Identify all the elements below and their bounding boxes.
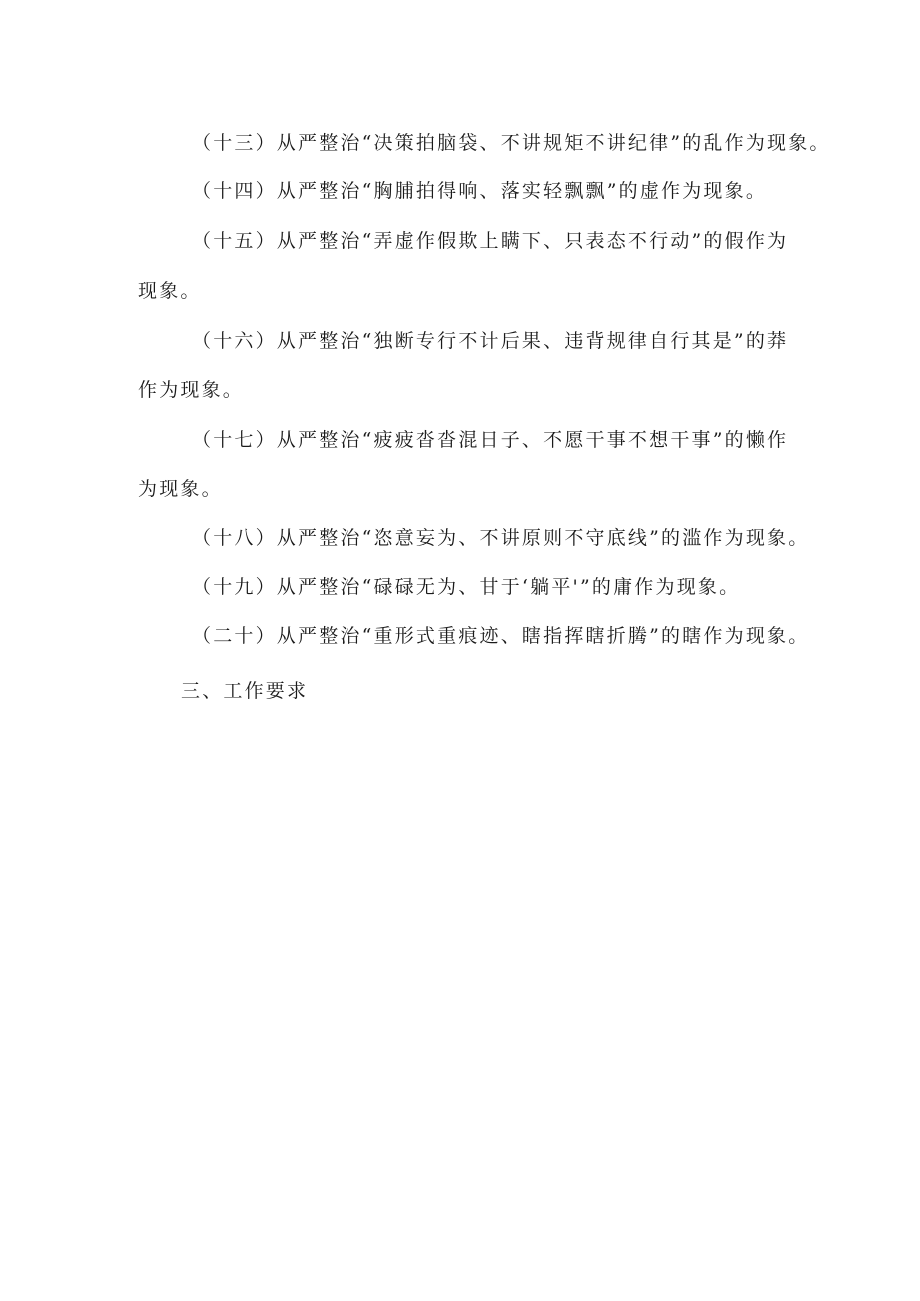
item-19: （十九）从严整治“碌碌无为、甘于‘躺平'”的庸作为现象。 [192,576,741,598]
item-20: （二十）从严整治“重形式重痕迹、瞎指挥瞎折腾”的瞎作为现象。 [192,625,810,647]
item-16-continued: 作为现象。 [138,379,245,401]
item-14: （十四）从严整治“胸脯拍得响、落实轻飘飘”的虚作为现象。 [192,180,768,202]
item-17-continued: 为现象。 [138,478,223,500]
item-13: （十三）从严整治“决策拍脑袋、不讲规矩不讲纪律”的乱作为现象。 [192,132,831,154]
item-17: （十七）从严整治“疲疲沓沓混日子、不愿干事不想干事”的懒作 [192,429,789,451]
item-16: （十六）从严整治“独断专行不计后果、违背规律自行其是”的莽 [192,330,789,352]
section-heading: 三、工作要求 [181,680,309,702]
item-18: （十八）从严整治“恣意妄为、不讲原则不守底线”的滥作为现象。 [192,527,810,549]
item-15: （十五）从严整治“弄虚作假欺上瞒下、只表态不行动”的假作为 [192,230,789,252]
item-15-continued: 现象。 [138,280,202,302]
